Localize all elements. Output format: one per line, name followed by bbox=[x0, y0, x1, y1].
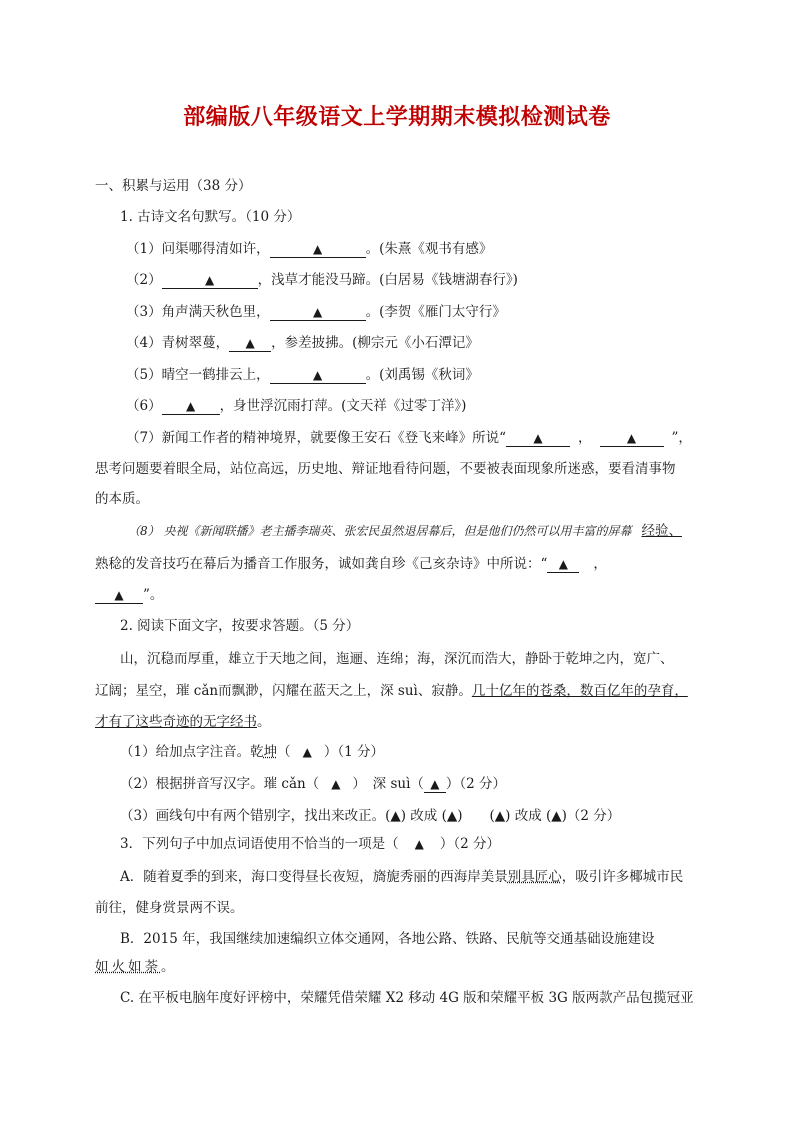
section-heading: 一、积累与运用（38 分） bbox=[95, 178, 252, 194]
item-text: ”， bbox=[671, 430, 692, 446]
q3-option-c-line-1: C. 在平板电脑年度好评榜中，荣耀凭借荣耀 X2 移动 4G 版和荣耀平板 3G 版两款产品包揽冠亚 bbox=[120, 990, 694, 1006]
triangle-marker-icon: ▲ bbox=[114, 588, 124, 602]
item-text-after: ，浅草才能没马蹄。(白居易《钱塘湖春行》) bbox=[257, 272, 518, 288]
question-2-prompt: 2. 阅读下面文字，按要求答题。（5 分） bbox=[120, 618, 360, 634]
q2-passage-line-2 bbox=[95, 681, 688, 701]
item-text-after: ，参差披拂。(柳宗元《小石潭记》 bbox=[271, 335, 479, 351]
triangle-marker-icon: ▲ bbox=[331, 777, 341, 791]
question-1-prompt: 1. 古诗文名句默写。（10 分） bbox=[120, 209, 301, 225]
item-number: （3） bbox=[126, 304, 162, 320]
triangle-marker-icon: ▲ bbox=[312, 242, 323, 256]
q1-item-7-line-1 bbox=[126, 428, 692, 448]
answer-blank[interactable] bbox=[270, 304, 366, 321]
item-text: ， bbox=[593, 556, 607, 572]
item-text: 熟稔的发音技巧在幕后为播音工作服务，诚如龚自珍《己亥杂诗》中所说：“ bbox=[95, 556, 548, 572]
triangle-marker-icon: ▲ bbox=[558, 557, 569, 571]
triangle-marker-icon: ▲ bbox=[533, 431, 543, 445]
sub-question-text: ）（2 分） bbox=[445, 776, 507, 792]
passage-text: 辽阔；星空，璀 cǎn而飘渺，闪耀在蓝天之上，深 suì、寂静。 bbox=[95, 683, 472, 699]
q3-option-b-line-1: B．2015 年，我国继续加速编织立体交通网，各地公路、铁路、民航等交通基础设施建设 bbox=[120, 931, 655, 947]
q2-passage-line-3 bbox=[95, 712, 271, 732]
triangle-marker-icon: ▲ bbox=[414, 837, 424, 851]
dotted-character: 坤 bbox=[263, 744, 278, 760]
triangle-marker-icon: ▲ bbox=[302, 745, 312, 759]
q1-item-1 bbox=[126, 239, 492, 259]
answer-blank[interactable] bbox=[270, 367, 366, 384]
q1-item-8-line-3 bbox=[95, 585, 163, 605]
triangle-marker-icon: ▲ bbox=[626, 431, 637, 445]
q1-item-7-line-2: 思考问题要着眼全局，站位高远，历史地、辩证地看待问题，不要被表面现象所迷惑，要看清事物 bbox=[95, 461, 676, 477]
item-text-before: 角声满天秋色里， bbox=[161, 304, 270, 320]
q2-passage-line-1: 山，沉稳而厚重，雄立于天地之间，迤逦、连绵；海，深沉而浩大，静卧于乾坤之内，宽广、 bbox=[120, 651, 674, 667]
q1-item-3 bbox=[126, 302, 506, 322]
item-number: （1） bbox=[126, 241, 162, 257]
triangle-marker-icon: ▲ bbox=[430, 777, 440, 791]
triangle-marker-icon: ▲ bbox=[312, 368, 323, 382]
answer-blank[interactable] bbox=[270, 241, 366, 258]
answer-blank[interactable] bbox=[547, 556, 579, 573]
question-text: ）（2 分） bbox=[439, 836, 500, 852]
q1-item-5 bbox=[126, 365, 479, 385]
option-text: 。 bbox=[161, 959, 175, 975]
triangle-marker-icon: ▲ bbox=[245, 336, 255, 350]
sub-question-text: ） 深 suì（ bbox=[352, 776, 424, 792]
sub-question-text: （ bbox=[277, 744, 291, 760]
passage-text: 。 bbox=[257, 714, 271, 730]
page-title: 部编版八年级语文上学期期末模拟检测试卷 bbox=[183, 105, 611, 130]
dotted-phrase: 别具匠心 bbox=[507, 869, 562, 885]
dotted-phrase: 如火如荼 bbox=[95, 959, 161, 975]
q2-sub-3: （3）画线句中有两个错别字，找出来改正。(▲) 改成 (▲) (▲) 改成 (▲)（2 分） bbox=[120, 808, 621, 824]
q1-item-8-line-2 bbox=[95, 554, 607, 574]
q1-item-7-line-3: 的本质。 bbox=[95, 491, 149, 507]
answer-blank[interactable] bbox=[162, 398, 220, 415]
item-text-after: 。(朱熹《观书有感》 bbox=[365, 241, 493, 257]
triangle-marker-icon: ▲ bbox=[185, 399, 196, 413]
sub-question-text: （2）根据拼音写汉字。璀 cǎn（ bbox=[120, 776, 320, 792]
item-text-before: 晴空一鹤排云上， bbox=[161, 367, 270, 383]
item-text: 经验、 bbox=[641, 523, 682, 539]
triangle-marker-icon: ▲ bbox=[312, 305, 323, 319]
item-number: （4） bbox=[126, 335, 162, 351]
answer-blank[interactable] bbox=[506, 430, 570, 447]
option-text: ，吸引许多椰城市民 bbox=[561, 869, 684, 885]
q1-item-8-line-1 bbox=[128, 521, 682, 541]
answer-blank[interactable] bbox=[229, 335, 271, 352]
q3-option-b-line-2 bbox=[95, 957, 175, 977]
sub-question-text: ）（1 分） bbox=[323, 744, 384, 760]
underlined-sentence: 才有了这些奇迹的无字经书 bbox=[95, 714, 257, 730]
item-text-before: 青树翠蔓， bbox=[161, 335, 230, 351]
item-text: （8） 央视《新闻联播》老主播李瑞英、张宏民虽然退居幕后，但是他们仍然可以用丰富的屏幕 bbox=[128, 524, 632, 538]
item-text-after: ，身世浮沉雨打萍。(文天祥《过零丁洋》) bbox=[219, 398, 467, 414]
option-text: A．随着夏季的到来，海口变得昼长夜短，旖旎秀丽的西海岸美景 bbox=[120, 869, 508, 885]
item-text-after: 。(李贺《雁门太守行》 bbox=[365, 304, 506, 320]
item-text: ， bbox=[578, 430, 592, 446]
item-number: （6） bbox=[126, 398, 162, 414]
question-text: 3．下列句子中加点词语使用不恰当的一项是（ bbox=[120, 836, 399, 852]
underlined-sentence: 几十亿年的苍桑，数百亿年的孕育， bbox=[471, 683, 688, 699]
q1-item-6 bbox=[126, 396, 466, 416]
q3-option-a-line-1 bbox=[120, 867, 683, 887]
q2-sub-1 bbox=[120, 742, 384, 762]
q3-option-a-line-2: 前往，健身赏景两不误。 bbox=[95, 900, 244, 916]
q1-item-2 bbox=[126, 270, 518, 290]
q1-item-4 bbox=[126, 333, 479, 353]
answer-blank[interactable] bbox=[600, 430, 664, 447]
sub-question-text: （1）给加点字注音。乾 bbox=[120, 744, 264, 760]
answer-blank[interactable] bbox=[424, 776, 446, 793]
item-number: （2） bbox=[126, 272, 162, 288]
item-number: （5） bbox=[126, 367, 162, 383]
item-text: （7）新闻工作者的精神境界，就要像王安石《登飞来峰》所说“ bbox=[126, 430, 506, 446]
q2-sub-2 bbox=[120, 774, 506, 794]
question-3-prompt bbox=[120, 834, 500, 854]
triangle-marker-icon: ▲ bbox=[204, 273, 215, 287]
item-text-after: 。(刘禹锡《秋词》 bbox=[365, 367, 479, 383]
item-text-before: 问渠哪得清如许， bbox=[161, 241, 270, 257]
answer-blank[interactable] bbox=[162, 272, 258, 289]
item-text: ”。 bbox=[143, 587, 164, 603]
answer-blank[interactable] bbox=[95, 587, 143, 604]
